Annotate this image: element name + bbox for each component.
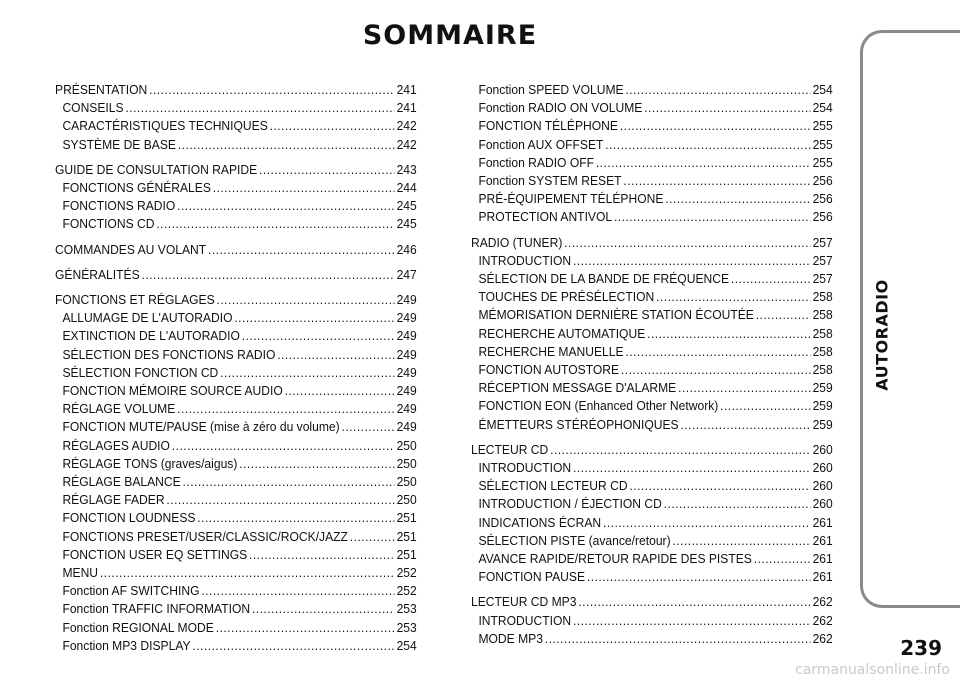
toc-leader-dots bbox=[545, 630, 811, 648]
toc-entry[interactable] bbox=[471, 136, 833, 154]
page-title: SOMMAIRE bbox=[362, 20, 538, 51]
toc-entry-page: 249 bbox=[396, 292, 417, 308]
toc-leader-dots bbox=[720, 397, 811, 415]
toc-entry-label: GUIDE DE CONSULTATION RAPIDE bbox=[55, 161, 258, 177]
toc-entry-label: RÉGLAGE FADER bbox=[62, 492, 165, 508]
toc-leader-dots bbox=[217, 291, 395, 309]
toc-leader-dots bbox=[177, 400, 395, 418]
toc-leader-dots bbox=[177, 197, 395, 215]
toc-leader-dots bbox=[605, 136, 810, 154]
toc-entry-page: 244 bbox=[396, 180, 417, 196]
toc-entry[interactable] bbox=[471, 514, 833, 532]
toc-entry[interactable] bbox=[471, 495, 833, 513]
toc-entry-page: 251 bbox=[396, 510, 417, 526]
toc-entry-label: RÉGLAGE VOLUME bbox=[62, 401, 176, 417]
toc-entry-label: LECTEUR CD MP3 bbox=[471, 594, 577, 610]
toc-leader-dots bbox=[350, 528, 395, 546]
toc-entry-label: FONCTION USER EQ SETTINGS bbox=[62, 546, 248, 562]
toc-entry-page: 242 bbox=[396, 118, 417, 134]
toc-entry-page: 250 bbox=[396, 474, 417, 490]
toc-leader-dots bbox=[220, 364, 395, 382]
toc-entry-page: 246 bbox=[396, 241, 417, 257]
toc-entry[interactable] bbox=[471, 550, 833, 568]
toc-entry-page: 250 bbox=[396, 455, 417, 471]
toc-entry-page: 249 bbox=[396, 310, 417, 326]
toc-leader-dots bbox=[680, 416, 810, 434]
toc-leader-dots bbox=[183, 473, 395, 491]
toc-entry-label: SYSTÈME DE BASE bbox=[62, 136, 176, 152]
toc-entry-page: 242 bbox=[396, 136, 417, 152]
toc-entry-page: 252 bbox=[396, 565, 417, 581]
toc-entry-label: Fonction SPEED VOLUME bbox=[478, 82, 624, 97]
section-tab-label: AUTORADIO bbox=[872, 279, 892, 391]
toc-entry[interactable] bbox=[55, 528, 417, 546]
toc-entry-page: 241 bbox=[396, 100, 417, 116]
toc-entry[interactable] bbox=[471, 361, 833, 379]
toc-entry-page: 261 bbox=[812, 569, 833, 585]
toc-leader-dots bbox=[142, 266, 395, 284]
toc-entry[interactable] bbox=[55, 179, 417, 197]
toc-entry-label: Fonction RADIO ON VOLUME bbox=[478, 100, 643, 116]
toc-entry-label: EXTINCTION DE L'AUTORADIO bbox=[62, 328, 240, 344]
toc-entry-page: 253 bbox=[396, 619, 417, 635]
toc-leader-dots bbox=[756, 306, 811, 324]
toc-leader-dots bbox=[754, 550, 811, 568]
toc-entry-label: FONCTIONS PRESET/USER/CLASSIC/ROCK/JAZZ bbox=[62, 528, 348, 544]
toc-entry[interactable] bbox=[471, 416, 833, 434]
toc-entry[interactable] bbox=[55, 418, 417, 436]
toc-leader-dots bbox=[665, 190, 810, 208]
toc-leader-dots bbox=[213, 179, 395, 197]
toc-entry[interactable] bbox=[55, 81, 417, 99]
toc-entry-page: 257 bbox=[812, 252, 833, 268]
toc-entry-label: Fonction AF SWITCHING bbox=[62, 583, 200, 599]
toc-entry-page: 259 bbox=[812, 398, 833, 414]
toc-leader-dots bbox=[731, 270, 811, 288]
toc-entry-label: FONCTION MUTE/PAUSE (mise à zéro du volume) bbox=[62, 419, 340, 435]
toc-leader-dots bbox=[166, 491, 394, 509]
toc-entry-page: 249 bbox=[396, 401, 417, 417]
toc-entry-page: 260 bbox=[812, 460, 833, 476]
toc-entry-page: 252 bbox=[396, 583, 417, 599]
toc-entry-page: 257 bbox=[812, 234, 833, 250]
toc-entry-label: PROTECTION ANTIVOL bbox=[478, 209, 613, 225]
toc-entry-page: 259 bbox=[812, 380, 833, 396]
toc-entry-label: RÉGLAGES AUDIO bbox=[62, 437, 170, 453]
toc-entry[interactable] bbox=[55, 455, 417, 473]
toc-entry-page: 255 bbox=[812, 154, 833, 170]
toc-leader-dots bbox=[100, 564, 395, 582]
toc-leader-dots bbox=[201, 582, 394, 600]
toc-entry-label: CONSEILS bbox=[62, 100, 124, 116]
toc-entry-page: 260 bbox=[812, 496, 833, 512]
toc-leader-dots bbox=[596, 154, 811, 172]
toc-entry-label: FONCTIONS RADIO bbox=[62, 198, 176, 214]
toc-entry-label: FONCTION EON (Enhanced Other Network) bbox=[478, 398, 719, 414]
toc-entry-page: 258 bbox=[812, 307, 833, 323]
toc-entry-page: 260 bbox=[812, 441, 833, 457]
toc-entry-label: RÉGLAGE TONS (graves/aigus) bbox=[62, 455, 238, 471]
toc-entry[interactable] bbox=[471, 190, 833, 208]
toc-entry-label: MENU bbox=[62, 565, 99, 581]
toc-entry[interactable] bbox=[471, 397, 833, 415]
toc-entry[interactable] bbox=[471, 477, 833, 495]
toc-entry[interactable] bbox=[471, 379, 833, 397]
toc-entry-label: LECTEUR CD bbox=[471, 441, 549, 457]
toc-entry-page: 250 bbox=[396, 492, 417, 508]
toc-entry-page: 253 bbox=[396, 601, 417, 617]
toc-entry[interactable] bbox=[55, 197, 417, 215]
toc-entry-label: Fonction TRAFFIC INFORMATION bbox=[62, 601, 251, 617]
toc-leader-dots bbox=[573, 459, 811, 477]
toc-leader-dots bbox=[270, 117, 395, 135]
toc-entry-label: INDICATIONS ÉCRAN bbox=[478, 514, 602, 530]
toc-entry[interactable] bbox=[55, 546, 417, 564]
toc-leader-dots bbox=[625, 81, 810, 99]
toc-leader-dots bbox=[672, 532, 810, 550]
toc-entry-page: 258 bbox=[812, 325, 833, 341]
toc-leader-dots bbox=[242, 327, 395, 345]
toc-leader-dots bbox=[664, 495, 811, 513]
toc-leader-dots bbox=[249, 546, 395, 564]
toc-entry-page: 249 bbox=[396, 383, 417, 399]
toc-entry-label: ALLUMAGE DE L'AUTORADIO bbox=[62, 310, 233, 326]
toc-entry-page: 249 bbox=[396, 364, 417, 380]
toc-entry[interactable] bbox=[471, 288, 833, 306]
toc-entry-label: SÉLECTION DE LA BANDE DE FRÉQUENCE bbox=[478, 271, 730, 287]
toc-leader-dots bbox=[178, 136, 395, 154]
toc-entry[interactable] bbox=[55, 364, 417, 382]
toc-entry-page: 258 bbox=[812, 289, 833, 305]
toc-leader-dots bbox=[647, 325, 811, 343]
toc-leader-dots bbox=[172, 437, 395, 455]
toc-leader-dots bbox=[216, 619, 395, 637]
toc-entry-label: FONCTION PAUSE bbox=[478, 569, 586, 585]
toc-leader-dots bbox=[259, 161, 395, 179]
toc-entry-label: AVANCE RAPIDE/RETOUR RAPIDE DES PISTES bbox=[478, 551, 752, 567]
toc-entry-label: FONCTIONS ET RÉGLAGES bbox=[55, 292, 215, 308]
toc-entry[interactable] bbox=[471, 630, 833, 648]
toc-entry[interactable] bbox=[55, 327, 417, 345]
toc-entry-page: 262 bbox=[812, 612, 833, 628]
toc-entry[interactable] bbox=[471, 252, 833, 270]
toc-entry-label: COMMANDES AU VOLANT bbox=[55, 241, 207, 257]
toc-entry-page: 256 bbox=[812, 191, 833, 207]
toc-entry[interactable] bbox=[55, 600, 417, 618]
toc-entry[interactable] bbox=[55, 241, 417, 259]
toc-leader-dots bbox=[342, 418, 395, 436]
toc-entry-label: GÉNÉRALITÉS bbox=[55, 266, 140, 282]
toc-entry-page: 245 bbox=[396, 198, 417, 214]
toc-leader-dots bbox=[277, 346, 394, 364]
toc-entry[interactable] bbox=[471, 441, 833, 459]
toc-entry-page: 258 bbox=[812, 362, 833, 378]
toc-entry[interactable] bbox=[471, 593, 833, 611]
toc-entry[interactable] bbox=[471, 459, 833, 477]
toc-entry-page: 251 bbox=[396, 528, 417, 544]
toc-entry[interactable] bbox=[55, 99, 417, 117]
toc-leader-dots bbox=[239, 455, 394, 473]
toc-entry-label: RÉCEPTION MESSAGE D'ALARME bbox=[478, 380, 677, 396]
toc-entry[interactable] bbox=[55, 582, 417, 600]
toc-leader-dots bbox=[678, 379, 811, 397]
toc-entry-label: PRÉ-ÉQUIPEMENT TÉLÉPHONE bbox=[478, 191, 664, 207]
toc-entry-label: FONCTION TÉLÉPHONE bbox=[478, 118, 618, 134]
toc-entry-label: INTRODUCTION bbox=[478, 612, 572, 628]
toc-leader-dots bbox=[625, 343, 810, 361]
toc-entry[interactable] bbox=[55, 382, 417, 400]
toc-entry-label: INTRODUCTION / ÉJECTION CD bbox=[478, 496, 662, 512]
toc-entry[interactable] bbox=[55, 473, 417, 491]
toc-entry-page: 254 bbox=[396, 637, 417, 653]
toc-leader-dots bbox=[621, 361, 811, 379]
toc-entry-page: 262 bbox=[812, 630, 833, 646]
toc-entry-page: 249 bbox=[396, 328, 417, 344]
toc-leader-dots bbox=[252, 600, 395, 618]
toc-entry[interactable] bbox=[55, 346, 417, 364]
toc-entry-label: FONCTION LOUDNESS bbox=[62, 510, 196, 526]
toc-entry[interactable] bbox=[471, 343, 833, 361]
toc-entry[interactable] bbox=[55, 564, 417, 582]
toc-leader-dots bbox=[620, 117, 811, 135]
toc-entry[interactable] bbox=[471, 612, 833, 630]
toc-column-left bbox=[55, 81, 417, 655]
toc-leader-dots bbox=[629, 477, 810, 495]
toc-entry[interactable] bbox=[55, 291, 417, 309]
toc-entry-label: FONCTION AUTOSTORE bbox=[478, 362, 620, 378]
toc-entry-page: 260 bbox=[812, 478, 833, 494]
toc-entry-label: FONCTIONS CD bbox=[62, 216, 155, 232]
toc-entry-page: 254 bbox=[812, 82, 833, 97]
toc-entry[interactable] bbox=[55, 400, 417, 418]
toc-entry[interactable] bbox=[471, 306, 833, 324]
toc-entry-page: 249 bbox=[396, 419, 417, 435]
toc-entry-label: RECHERCHE MANUELLE bbox=[478, 343, 624, 359]
toc-leader-dots bbox=[614, 208, 811, 226]
toc-leader-dots bbox=[285, 382, 395, 400]
toc-entry-label: MÉMORISATION DERNIÈRE STATION ÉCOUTÉE bbox=[478, 307, 754, 323]
toc-entry-page: 250 bbox=[396, 437, 417, 453]
toc-entry[interactable] bbox=[471, 568, 833, 586]
toc-entry-label: INTRODUCTION bbox=[478, 460, 572, 476]
toc-entry-label: Fonction RADIO OFF bbox=[478, 154, 594, 170]
toc-entry[interactable] bbox=[471, 81, 833, 99]
toc-entry[interactable] bbox=[55, 136, 417, 154]
toc-entry-label: ÉMETTEURS STÉRÉOPHONIQUES bbox=[478, 416, 679, 432]
toc-entry-page: 247 bbox=[396, 266, 417, 282]
toc-entry[interactable] bbox=[55, 266, 417, 284]
toc-entry[interactable] bbox=[471, 325, 833, 343]
toc-column-right bbox=[471, 81, 833, 648]
watermark: carmanualsonline.info bbox=[795, 662, 950, 678]
toc-leader-dots bbox=[149, 81, 395, 99]
toc-entry-label: CARACTÉRISTIQUES TECHNIQUES bbox=[62, 118, 268, 134]
toc-entry-label: MODE MP3 bbox=[478, 630, 543, 646]
toc-entry[interactable] bbox=[55, 309, 417, 327]
toc-entry-page: 241 bbox=[396, 82, 417, 97]
toc-entry-label: TOUCHES DE PRÉSÉLECTION bbox=[478, 289, 655, 305]
toc-entry-label: INTRODUCTION bbox=[478, 252, 572, 268]
toc-entry-label: Fonction MP3 DISPLAY bbox=[62, 637, 191, 653]
toc-leader-dots bbox=[644, 99, 810, 117]
toc-entry-page: 254 bbox=[812, 100, 833, 116]
toc-entry[interactable] bbox=[55, 117, 417, 135]
toc-entry-label: Fonction AUX OFFSET bbox=[478, 136, 604, 152]
toc-entry[interactable] bbox=[471, 270, 833, 288]
toc-leader-dots bbox=[656, 288, 811, 306]
toc-entry[interactable] bbox=[55, 619, 417, 637]
toc-entry-page: 257 bbox=[812, 271, 833, 287]
toc-leader-dots bbox=[587, 568, 811, 586]
toc-entry[interactable] bbox=[471, 532, 833, 550]
toc-leader-dots bbox=[573, 252, 811, 270]
toc-entry[interactable] bbox=[471, 208, 833, 226]
toc-entry[interactable] bbox=[55, 637, 417, 655]
toc-entry-page: 259 bbox=[812, 416, 833, 432]
toc-entry[interactable] bbox=[471, 154, 833, 172]
toc-entry-label: FONCTION MÉMOIRE SOURCE AUDIO bbox=[62, 383, 283, 399]
toc-entry[interactable] bbox=[55, 491, 417, 509]
toc-leader-dots bbox=[573, 612, 811, 630]
toc-entry[interactable] bbox=[471, 172, 833, 190]
toc-entry[interactable] bbox=[471, 99, 833, 117]
toc-leader-dots bbox=[234, 309, 394, 327]
toc-leader-dots bbox=[603, 514, 811, 532]
toc-entry[interactable] bbox=[55, 509, 417, 527]
toc-entry-page: 261 bbox=[812, 551, 833, 567]
toc-entry-label: SÉLECTION FONCTION CD bbox=[62, 364, 219, 380]
toc-entry[interactable] bbox=[471, 117, 833, 135]
toc-entry-page: 256 bbox=[812, 173, 833, 189]
toc-leader-dots bbox=[125, 99, 394, 117]
toc-entry-page: 255 bbox=[812, 136, 833, 152]
toc-entry-label: RECHERCHE AUTOMATIQUE bbox=[478, 325, 646, 341]
toc-entry[interactable] bbox=[55, 215, 417, 233]
toc-entry-page: 261 bbox=[812, 514, 833, 530]
toc-leader-dots bbox=[550, 441, 811, 459]
toc-entry-page: 262 bbox=[812, 594, 833, 610]
toc-leader-dots bbox=[192, 637, 394, 655]
toc-entry[interactable] bbox=[55, 437, 417, 455]
toc-entry-page: 258 bbox=[812, 343, 833, 359]
toc-entry-label: SÉLECTION LECTEUR CD bbox=[478, 478, 628, 494]
toc-entry-label: SÉLECTION PISTE (avance/retour) bbox=[478, 532, 671, 548]
toc-entry-label: RÉGLAGE BALANCE bbox=[62, 474, 181, 490]
toc-leader-dots bbox=[623, 172, 810, 190]
toc-entry-label: SÉLECTION DES FONCTIONS RADIO bbox=[62, 346, 276, 362]
toc-entry-page: 249 bbox=[396, 346, 417, 362]
toc-entry-page: 261 bbox=[812, 532, 833, 548]
toc-leader-dots bbox=[578, 593, 810, 611]
toc-entry-page: 256 bbox=[812, 209, 833, 225]
toc-entry-page: 243 bbox=[396, 161, 417, 177]
toc-entry-page: 251 bbox=[396, 546, 417, 562]
toc-entry-page: 245 bbox=[396, 216, 417, 232]
toc-entry[interactable] bbox=[471, 234, 833, 252]
toc-entry-label: Fonction SYSTEM RESET bbox=[478, 173, 622, 189]
toc-entry[interactable] bbox=[55, 161, 417, 179]
toc-entry-label: PRÉSENTATION bbox=[55, 82, 148, 97]
toc-leader-dots bbox=[156, 215, 394, 233]
toc-entry-page: 255 bbox=[812, 118, 833, 134]
page-number: 239 bbox=[900, 636, 942, 660]
toc-leader-dots bbox=[208, 241, 395, 259]
toc-entry-label: RADIO (TUNER) bbox=[471, 234, 563, 250]
toc-leader-dots bbox=[564, 234, 811, 252]
toc-entry-label: Fonction REGIONAL MODE bbox=[62, 619, 214, 635]
toc-leader-dots bbox=[197, 509, 394, 527]
toc-entry-label: FONCTIONS GÉNÉRALES bbox=[62, 180, 211, 196]
